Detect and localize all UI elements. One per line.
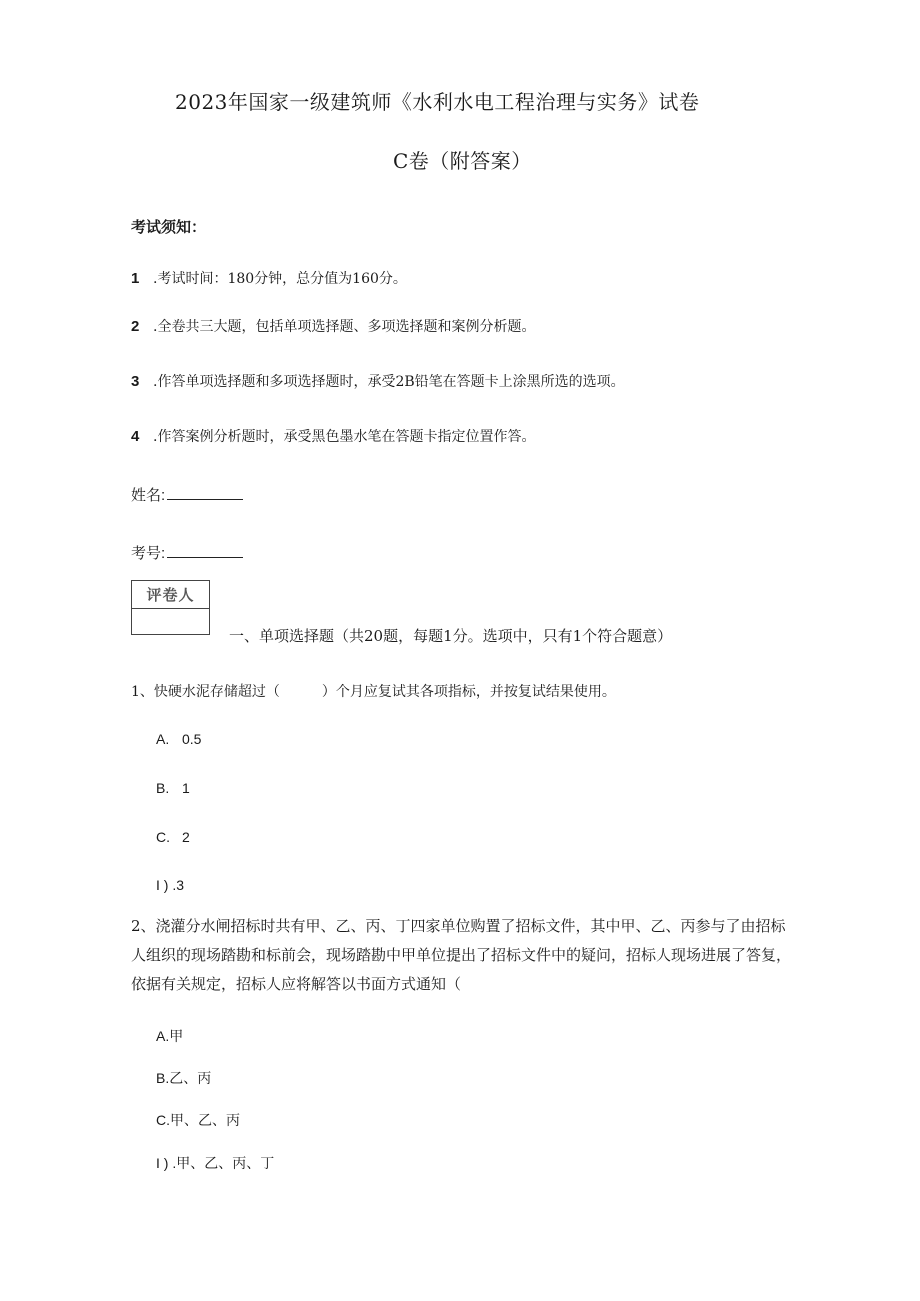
question-option xyxy=(156,829,190,845)
question-option xyxy=(156,1153,274,1173)
notice-item-number: 2 xyxy=(131,318,140,335)
id-label: 考号: xyxy=(131,545,166,562)
option-text: 2 xyxy=(182,829,190,845)
grader-box xyxy=(131,580,210,635)
name-label: 姓名: xyxy=(131,487,166,504)
notice-item xyxy=(131,426,535,446)
notice-item xyxy=(131,371,625,391)
question-option xyxy=(156,780,190,796)
notice-item xyxy=(131,316,535,336)
option-text: 甲、乙、丙、丁 xyxy=(176,1155,275,1171)
notice-item-number: 1 xyxy=(131,270,140,287)
option-text: 乙、丙 xyxy=(169,1070,212,1086)
option-text: 1 xyxy=(182,780,190,796)
option-text: 3 xyxy=(176,877,185,893)
option-text: 甲 xyxy=(169,1028,184,1044)
option-label: I ) . xyxy=(156,1155,177,1171)
section-heading: 一、单项选择题（共20题，每题1分。选项中，只有1个符合题意） xyxy=(229,627,673,645)
option-label: A. xyxy=(156,1028,170,1044)
question-stem: 2、浇灌分水闸招标时共有甲、乙、丙、丁四家单位购置了招标文件，其中甲、乙、丙参与了由招标人组织的现场踏勘和标前会，现场踏勘中甲单位提出了招标文件中的疑问，招标人现场进展了答复，依据有关规定，招标人应将解答以书面方式通知（ xyxy=(131,917,792,993)
option-label: B. xyxy=(156,1070,170,1086)
notice-item-number: 4 xyxy=(131,428,140,445)
option-label: A. xyxy=(156,731,170,747)
doc-title-line1: 2023年国家一级建筑师《水利水电工程治理与实务》试卷 xyxy=(175,90,700,114)
notice-item-text: .考试时间：180分钟，总分值为160分。 xyxy=(153,271,407,287)
question-option xyxy=(156,731,201,747)
id-blank[interactable] xyxy=(167,543,243,558)
option-label: C. xyxy=(156,829,170,845)
name-blank[interactable] xyxy=(167,485,243,500)
option-text: 0.5 xyxy=(182,731,202,747)
id-field xyxy=(131,542,243,563)
question-option xyxy=(156,1110,240,1130)
grader-label: 评卷人 xyxy=(132,581,209,609)
notice-item-text: .全卷共三大题，包括单项选择题、多项选择题和案例分析题。 xyxy=(153,319,536,335)
option-label: C. xyxy=(156,1112,170,1128)
notice-item-number: 3 xyxy=(131,373,140,390)
option-label: I ) . xyxy=(156,877,177,893)
name-field xyxy=(131,484,243,505)
question-stem: 1、快硬水泥存储超过（ ）个月应复试其各项指标，并按复试结果使用。 xyxy=(131,684,616,700)
doc-title-line2: C卷（附答案） xyxy=(393,149,532,173)
question-option xyxy=(156,877,184,893)
notice-item-text: .作答单项选择题和多项选择题时，承受2B铅笔在答题卡上涂黑所选的选项。 xyxy=(153,374,625,390)
question-option xyxy=(156,1068,211,1088)
option-text: 甲、乙、丙 xyxy=(170,1112,240,1128)
question-option xyxy=(156,1026,183,1046)
option-label: B. xyxy=(156,780,170,796)
notice-heading: 考试须知： xyxy=(131,219,207,236)
notice-item xyxy=(131,268,407,288)
notice-item-text: .作答案例分析题时，承受黑色墨水笔在答题卡指定位置作答。 xyxy=(153,429,536,445)
